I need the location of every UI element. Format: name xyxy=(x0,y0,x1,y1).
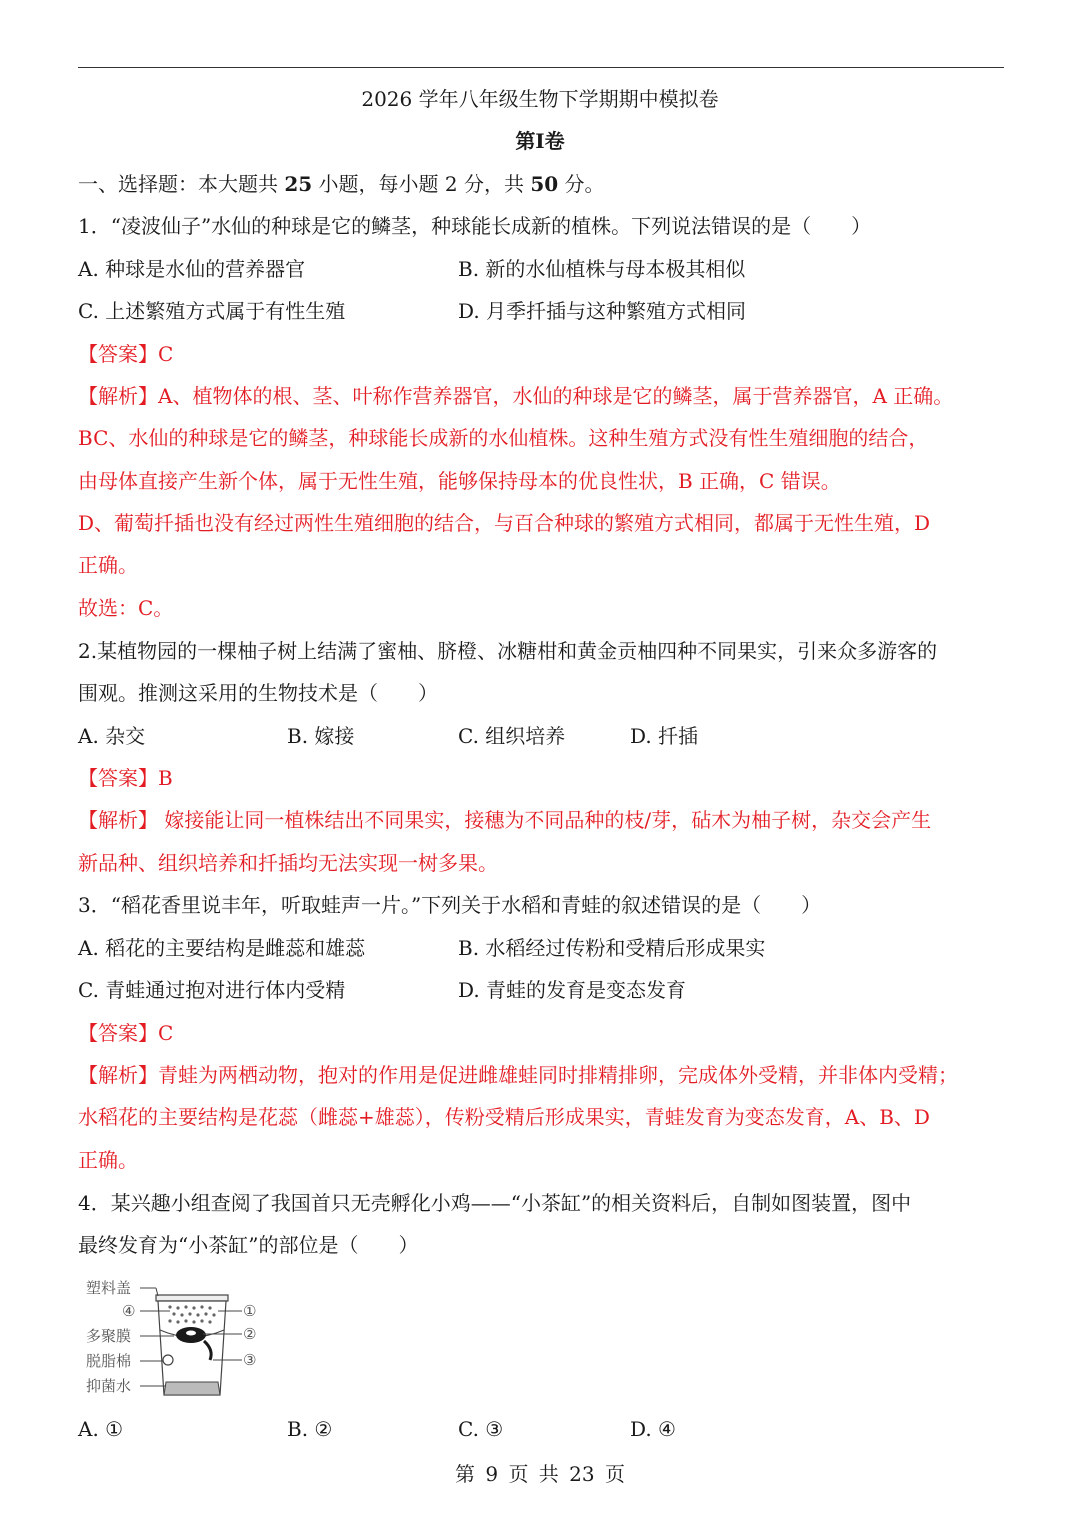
label-lid: 塑料盖 xyxy=(86,1279,132,1297)
q3-option-c: C. 青蛙通过抱对进行体内受精 xyxy=(78,978,346,1002)
q1-analysis-line: 正确。 xyxy=(78,553,138,577)
analysis-label: 【解析】 xyxy=(78,808,158,832)
exam-title: 2026 学年八年级生物下学期期中模拟卷 xyxy=(361,87,719,111)
incubator-diagram xyxy=(78,1278,278,1408)
intro-text: 分。 xyxy=(558,172,605,196)
q2-option-b: B. 嫁接 xyxy=(287,724,355,748)
q2-answer xyxy=(78,763,173,793)
q4-stem-line: 最终发育为“小茶缸”的部位是（ ） xyxy=(78,1233,419,1257)
answer-label: 【答案】 xyxy=(78,766,158,790)
q1-stem: 1．“凌波仙子”水仙的种球是它的鳞茎，种球能长成新的植株。下列说法错误的是（ ） xyxy=(78,214,872,238)
answer-value: B xyxy=(158,766,173,790)
water-shape xyxy=(164,1382,220,1395)
q1-option-c: C. 上述繁殖方式属于有性生殖 xyxy=(78,299,346,323)
label-2: ② xyxy=(243,1325,257,1343)
page-footer: 第 9 页 共 23 页 xyxy=(455,1462,625,1486)
section-title: 第I卷 xyxy=(515,129,565,153)
analysis-text: 嫁接能让同一植株结出不同果实，接穗为不同品种的枝/芽，砧木为柚子树，杂交会产生 xyxy=(158,808,932,832)
answer-label: 【答案】 xyxy=(78,1021,158,1045)
q3-answer xyxy=(78,1018,173,1048)
q3-stem: 3．“稻花香里说丰年，听取蛙声一片。”下列关于水稻和青蛙的叙述错误的是（ ） xyxy=(78,893,822,917)
q4-option-a: A. ① xyxy=(78,1417,124,1441)
q4-option-d: D. ④ xyxy=(630,1417,676,1441)
q1-option-d: D. 月季扦插与这种繁殖方式相同 xyxy=(458,299,747,323)
label-4: ④ xyxy=(122,1302,136,1320)
q3-analysis-line xyxy=(78,1060,958,1090)
q2-analysis-line: 新品种、组织培养和扦插均无法实现一树多果。 xyxy=(78,851,498,875)
q1-analysis-line: 故选：C。 xyxy=(78,596,174,620)
label-3: ③ xyxy=(243,1351,257,1369)
q3-option-d: D. 青蛙的发育是变态发育 xyxy=(458,978,687,1002)
q2-stem-line: 围观。推测这采用的生物技术是（ ） xyxy=(78,681,438,705)
label-film: 多聚膜 xyxy=(86,1327,132,1345)
part-intro xyxy=(78,169,605,199)
q1-answer xyxy=(78,339,173,369)
intro-score: 50 xyxy=(530,172,559,196)
header-rule xyxy=(78,67,1004,68)
q3-option-b: B. 水稻经过传粉和受精后形成果实 xyxy=(458,936,766,960)
q1-option-a: A. 种球是水仙的营养器官 xyxy=(78,257,306,281)
intro-count: 25 xyxy=(284,172,313,196)
q2-stem-line: 2.某植物园的一棵柚子树上结满了蜜柚、脐橙、冰糖柑和黄金贡柚四种不同果实，引来众多游客的 xyxy=(78,639,938,663)
label-1: ① xyxy=(243,1302,257,1320)
cotton-shape xyxy=(163,1355,173,1365)
q2-option-c: C. 组织培养 xyxy=(458,724,566,748)
q4-stem-line: 4．某兴趣小组查阅了我国首只无壳孵化小鸡——“小茶缸”的相关资料后，自制如图装置，图中 xyxy=(78,1191,912,1215)
analysis-text: 青蛙为两栖动物，抱对的作用是促进雌雄蛙同时排精排卵，完成体外受精，并非体内受精； xyxy=(158,1063,958,1087)
label-cotton: 脱脂棉 xyxy=(86,1352,132,1370)
answer-label: 【答案】 xyxy=(78,342,158,366)
intro-text: 一、选择题：本大题共 xyxy=(78,172,285,196)
lid-shape xyxy=(156,1295,228,1301)
intro-text: 小题，每小题 2 分，共 xyxy=(312,172,531,196)
cup-body xyxy=(158,1301,226,1395)
q1-analysis-line: BC、水仙的种球是它的鳞茎，种球能长成新的水仙植株。这种生殖方式没有性生殖细胞的结合， xyxy=(78,426,929,450)
q3-analysis-line: 水稻花的主要结构是花蕊（雌蕊+雄蕊），传粉受精后形成果实，青蛙发育为变态发育，A、B、D xyxy=(78,1105,930,1129)
q1-analysis-line: D、葡萄扦插也没有经过两性生殖细胞的结合，与百合种球的繁殖方式相同，都属于无性生殖，D xyxy=(78,511,931,535)
answer-value: C xyxy=(158,1021,174,1045)
q4-option-b: B. ② xyxy=(287,1417,333,1441)
analysis-label: 【解析】 xyxy=(78,1063,158,1087)
q2-analysis-line xyxy=(78,805,931,835)
q3-option-a: A. 稻花的主要结构是雌蕊和雄蕊 xyxy=(78,936,366,960)
answer-value: C xyxy=(158,342,174,366)
q4-option-c: C. ③ xyxy=(458,1417,504,1441)
embryo-shape xyxy=(186,1331,196,1336)
q1-analysis-line: 由母体直接产生新个体，属于无性生殖，能够保持母本的优良性状，B 正确，C 错误。 xyxy=(78,469,841,493)
q1-analysis-line xyxy=(78,381,953,411)
analysis-text: A、植物体的根、茎、叶称作营养器官，水仙的种球是它的鳞茎，属于营养器官，A 正确。 xyxy=(158,384,954,408)
q3-analysis-line: 正确。 xyxy=(78,1148,138,1172)
q1-option-b: B. 新的水仙植株与母本极其相似 xyxy=(458,257,746,281)
q2-option-d: D. 扦插 xyxy=(630,724,699,748)
analysis-label: 【解析】 xyxy=(78,384,158,408)
label-water: 抑菌水 xyxy=(86,1377,132,1395)
q2-option-a: A. 杂交 xyxy=(78,724,146,748)
